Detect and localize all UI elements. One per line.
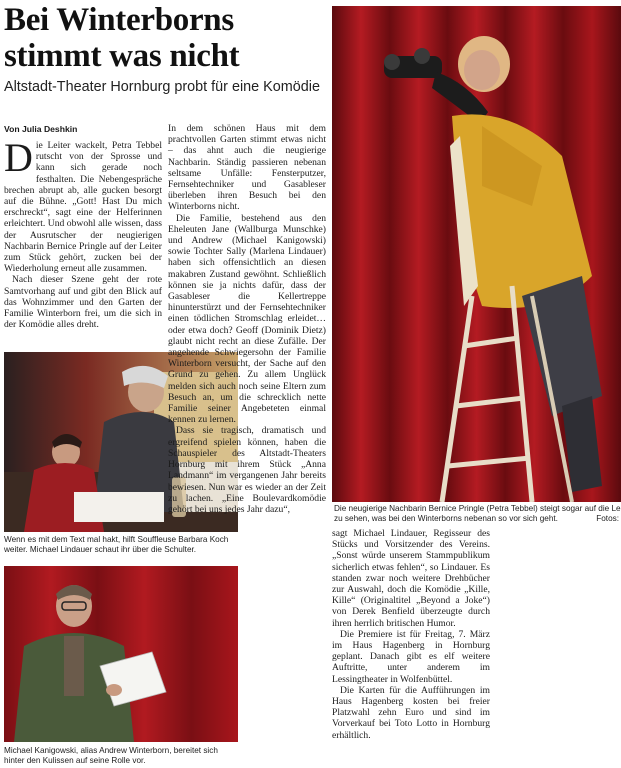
headline-line-1: Bei Winterborns [4, 2, 234, 38]
caption-souffleuse: Wenn es mit dem Text mal hakt, hilft Souffleuse Barbara Koch weiter. Michael Lindauer schaut ihr über die Schulter. [4, 535, 229, 554]
paragraph-1-text: ie Leiter wackelt, Petra Tebbel rutscht von der Sprosse und kann sich gerade noch festhalten. Die Nebengespräche brechen abrupt ab, alle gucken besorgt auf die Bühne. „Gott! Hast Du mich erschreckt“, sagt eine der Helferinnen erleichtert. Und obwohl alle wissen, dass der Ausrutscher der neugierigen Nachbarin Bernice Pringle auf der Leiter zum Stück gehört, zucken bei der Wiederholung erneut alle zusammen. [4, 140, 162, 275]
dropcap: D [4, 135, 33, 180]
caption-main-text: Die neugierige Nachbarin Bernice Pringle (Petra Tebbel) steigt sogar auf die Le zu sehen, was bei den Winterborns nebenan so vor sich geht. [334, 504, 621, 523]
photo-script-reading [4, 566, 238, 742]
caption-main-photo [334, 504, 621, 524]
paragraph-5: Dass sie tragisch, dramatisch und ergreifend spielen können, haben die Schauspieler des Altstadt-Theaters Hornburg mit ihrem Stück „Anna Landmann“ im vergangenen Jahr bereits bewiesen. Nun war es wieder an der Zeit zu lachen. „Eine Boulevardkomödie gehört bei uns jedes Jahr dazu“, [168, 425, 326, 515]
column-1-text [4, 135, 162, 331]
paragraph-4: Die Familie, bestehend aus den Eheleuten Jane (Wallburga Munschke) und Andrew (Michael Kanigowski) sowie Tochter Sally (Marlena Lindauer) haben sich offensichtlich an diesen makabren Zustand gewöhnt. Schließlich können sie ja nichts dafür, dass der Gasableser die Kellertreppe hinunterstürzt und der Fernsehtechniker einen tödlichen Stromschlag erleidet… oder etwa doch? Geoff (Dominik Dietz) glaubt nicht recht an diese Zufälle. Der angehende Schwiegersohn der Familie Winterborn versucht, der Sache auf den Grund zu gehen. Zu allem Unglück melden sich auch noch seine Eltern zum Besuch an, um die schrecklich nette Familie seiner Angebeteten einmal kennen zu lernen. [168, 212, 326, 426]
photo-script-reading-image [4, 566, 238, 742]
photo-main-ladder [332, 6, 621, 502]
article-byline: Von Julia Deshkin [4, 124, 78, 134]
paragraph-1 [4, 135, 162, 275]
photo-credit: Fotos: [596, 514, 619, 523]
headline-line-2: stimmt was nicht [4, 38, 240, 74]
photo-main-ladder-image [332, 6, 621, 502]
paragraph-3: In dem schönen Haus mit dem prachtvollen Garten stimmt etwas nicht – das ahnt auch die neugierige Nachbarin. Ständig passieren nebenan seltsame Unfälle: Fensterputzer, Fernsehtechniker und Gasableser überleben ihren Besuch bei den Winterborns nicht. [168, 123, 326, 213]
paragraph-2: Nach dieser Szene geht der rote Samtvorhang auf und gibt den Blick auf das Wohnzimmer und den Garten der Familie Winterborn frei, um die sich in der Komödie alles dreht. [4, 274, 162, 331]
column-3-text [332, 528, 490, 741]
paragraph-7: Die Premiere ist für Freitag, 7. März im Haus Hagenberg in Hornburg geplant. Danach gibt es elf weitere Auftritte, unter anderem im Lessingtheater in Wolfenbüttel. [332, 628, 490, 685]
paragraph-8: Die Karten für die Aufführungen im Haus Hagenberg kosten bei freier Platzwahl zehn Euro und sind im Vorverkauf bei Toto Lotto in Hornburg erhältlich. [332, 684, 490, 741]
column-2-text [168, 123, 326, 515]
paragraph-6: sagt Michael Lindauer, Regisseur des Stücks und Vorsitzender des Vereins. „Sonst würde unserem Stammpublikum sicherlich etwas fehlen“, so Lindauer. Es standen zwar noch weitere Drehbücher zur Auswahl, doch die Komödie „Kille, Kille“ (Originaltitel „Beyond a Joke“) von Derek Benfield überzeugte durch ihren herrlich britischen Humor. [332, 528, 490, 629]
article-headline [4, 2, 334, 74]
article-subheadline: Altstadt-Theater Hornburg probt für eine Komödie [4, 79, 320, 95]
caption-script-reading: Michael Kanigowski, alias Andrew Winterborn, bereitet sich hinter den Kulissen auf seine Rolle vor. [4, 746, 218, 765]
